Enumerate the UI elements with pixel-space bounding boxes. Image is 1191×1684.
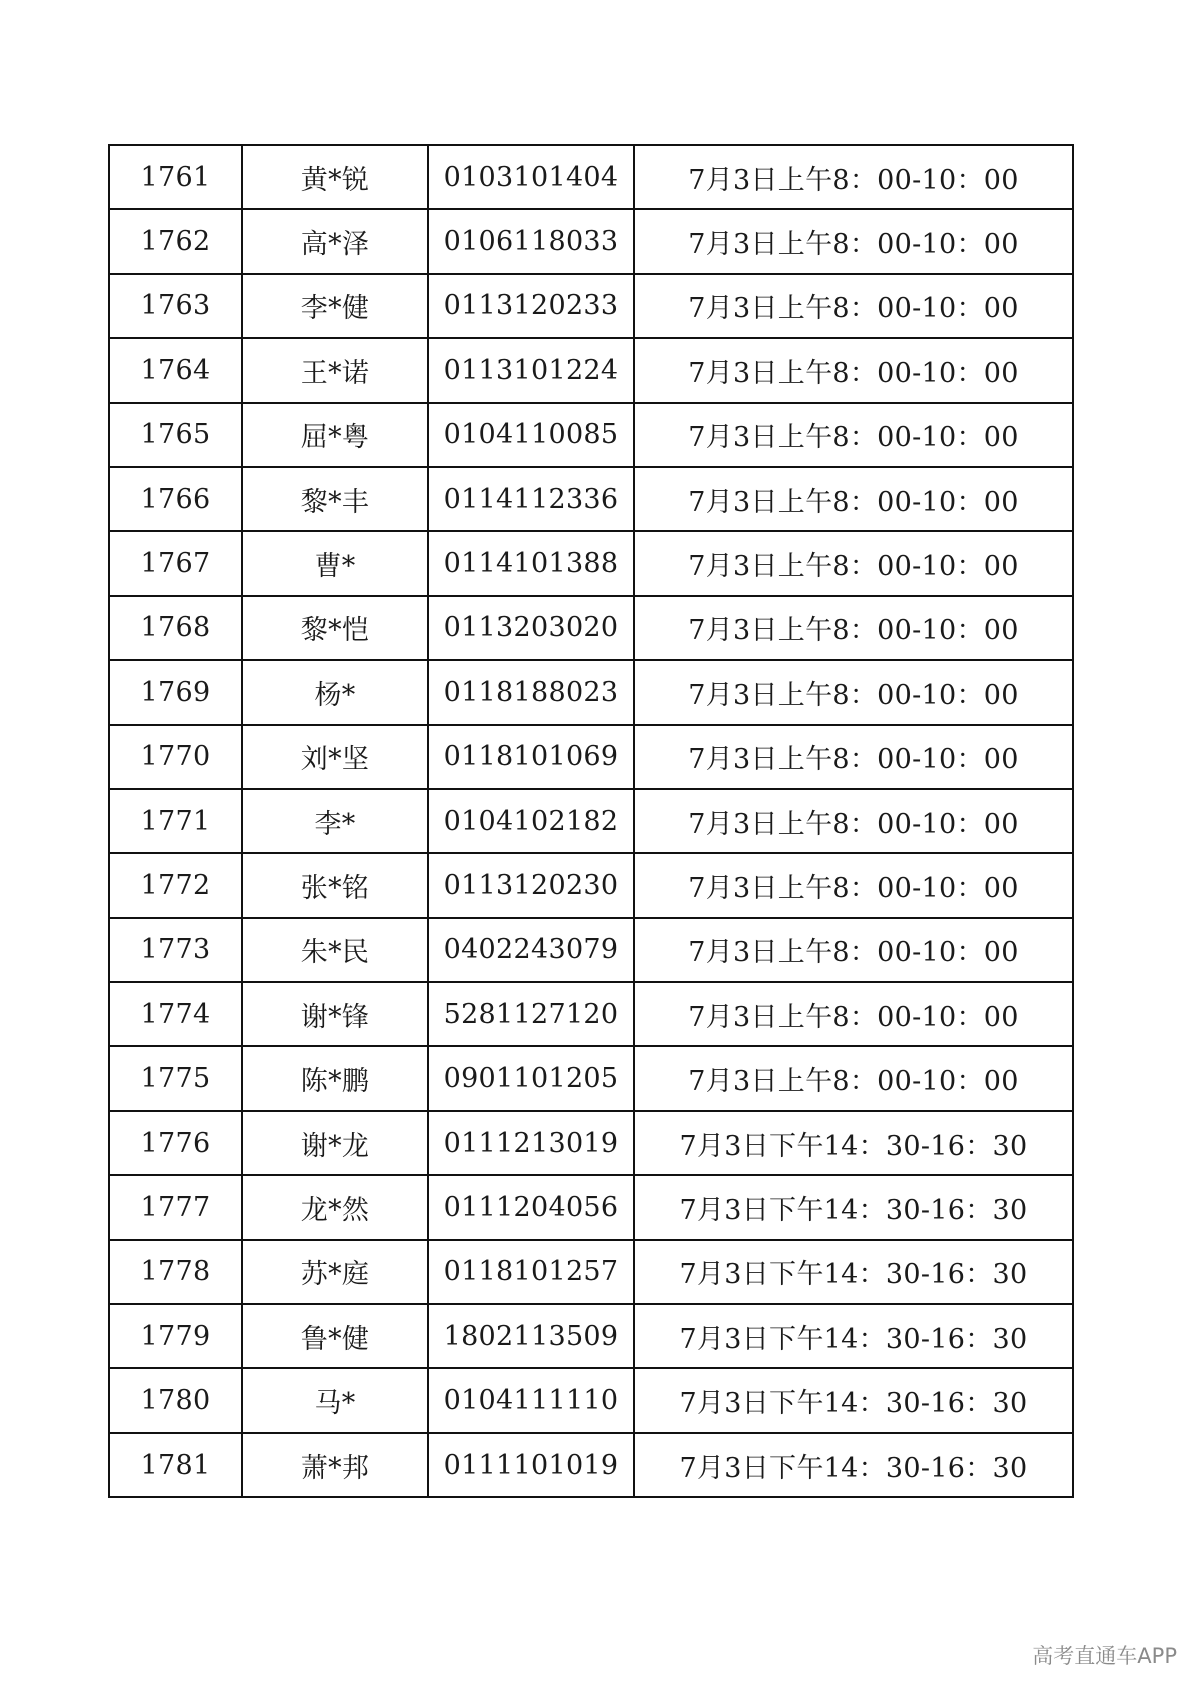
table-row <box>109 274 1073 338</box>
table-row <box>109 853 1073 917</box>
table-row <box>109 1433 1073 1497</box>
candidate-name: 屈*粤 <box>242 403 428 467</box>
candidate-name: 朱*民 <box>242 918 428 982</box>
table-row <box>109 338 1073 402</box>
exam-time: 7月3日上午8：00-10：00 <box>634 403 1073 467</box>
exam-time: 7月3日下午14：30-16：30 <box>634 1433 1073 1497</box>
row-number: 1765 <box>109 403 242 467</box>
row-number: 1763 <box>109 274 242 338</box>
candidate-name: 龙*然 <box>242 1175 428 1239</box>
exam-time: 7月3日下午14：30-16：30 <box>634 1368 1073 1432</box>
candidate-name: 王*诺 <box>242 338 428 402</box>
candidate-id: 0103101404 <box>428 145 634 209</box>
row-number: 1768 <box>109 596 242 660</box>
row-number: 1769 <box>109 660 242 724</box>
table-row <box>109 145 1073 209</box>
exam-time: 7月3日上午8：00-10：00 <box>634 596 1073 660</box>
table-row <box>109 1368 1073 1432</box>
exam-time: 7月3日下午14：30-16：30 <box>634 1175 1073 1239</box>
candidate-name: 高*泽 <box>242 209 428 273</box>
candidate-id: 0104111110 <box>428 1368 634 1432</box>
table-row <box>109 660 1073 724</box>
candidate-name: 黎*恺 <box>242 596 428 660</box>
table-row <box>109 467 1073 531</box>
row-number: 1762 <box>109 209 242 273</box>
candidate-id: 5281127120 <box>428 982 634 1046</box>
candidate-name: 李* <box>242 789 428 853</box>
table-row <box>109 596 1073 660</box>
candidate-id: 0111204056 <box>428 1175 634 1239</box>
candidate-id: 0111213019 <box>428 1111 634 1175</box>
candidate-id: 0113101224 <box>428 338 634 402</box>
row-number: 1779 <box>109 1304 242 1368</box>
candidate-id: 0118101257 <box>428 1240 634 1304</box>
candidate-name: 黄*锐 <box>242 145 428 209</box>
row-number: 1767 <box>109 531 242 595</box>
candidate-id: 0113203020 <box>428 596 634 660</box>
candidate-id: 0113120233 <box>428 274 634 338</box>
row-number: 1780 <box>109 1368 242 1432</box>
candidate-id: 0114101388 <box>428 531 634 595</box>
candidate-id: 0118101069 <box>428 725 634 789</box>
exam-time: 7月3日上午8：00-10：00 <box>634 853 1073 917</box>
row-number: 1770 <box>109 725 242 789</box>
candidate-name: 谢*龙 <box>242 1111 428 1175</box>
row-number: 1781 <box>109 1433 242 1497</box>
row-number: 1778 <box>109 1240 242 1304</box>
candidate-name: 萧*邦 <box>242 1433 428 1497</box>
table-row <box>109 982 1073 1046</box>
row-number: 1766 <box>109 467 242 531</box>
exam-time: 7月3日上午8：00-10：00 <box>634 274 1073 338</box>
row-number: 1761 <box>109 145 242 209</box>
exam-time: 7月3日上午8：00-10：00 <box>634 982 1073 1046</box>
exam-time: 7月3日上午8：00-10：00 <box>634 789 1073 853</box>
table-row <box>109 725 1073 789</box>
table-row <box>109 1175 1073 1239</box>
candidate-id: 0402243079 <box>428 918 634 982</box>
exam-time: 7月3日上午8：00-10：00 <box>634 725 1073 789</box>
exam-time: 7月3日下午14：30-16：30 <box>634 1304 1073 1368</box>
table-row <box>109 1240 1073 1304</box>
exam-time: 7月3日上午8：00-10：00 <box>634 918 1073 982</box>
candidate-name: 张*铭 <box>242 853 428 917</box>
table-row <box>109 918 1073 982</box>
table-row <box>109 1111 1073 1175</box>
roster-table <box>108 144 1074 1498</box>
row-number: 1764 <box>109 338 242 402</box>
exam-time: 7月3日上午8：00-10：00 <box>634 338 1073 402</box>
exam-time: 7月3日上午8：00-10：00 <box>634 660 1073 724</box>
candidate-id: 0106118033 <box>428 209 634 273</box>
candidate-id: 1802113509 <box>428 1304 634 1368</box>
exam-time: 7月3日上午8：00-10：00 <box>634 1046 1073 1110</box>
roster-body <box>109 145 1073 1497</box>
candidate-name: 杨* <box>242 660 428 724</box>
watermark-text: 高考直通车APP <box>1032 1644 1177 1668</box>
candidate-name: 苏*庭 <box>242 1240 428 1304</box>
candidate-name: 鲁*健 <box>242 1304 428 1368</box>
row-number: 1776 <box>109 1111 242 1175</box>
candidate-name: 刘*坚 <box>242 725 428 789</box>
row-number: 1772 <box>109 853 242 917</box>
row-number: 1774 <box>109 982 242 1046</box>
candidate-name: 曹* <box>242 531 428 595</box>
candidate-id: 0104110085 <box>428 403 634 467</box>
row-number: 1775 <box>109 1046 242 1110</box>
candidate-id: 0113120230 <box>428 853 634 917</box>
candidate-name: 陈*鹏 <box>242 1046 428 1110</box>
candidate-name: 李*健 <box>242 274 428 338</box>
table-row <box>109 789 1073 853</box>
table-row <box>109 531 1073 595</box>
candidate-name: 马* <box>242 1368 428 1432</box>
candidate-id: 0118188023 <box>428 660 634 724</box>
table-row <box>109 1304 1073 1368</box>
table-row <box>109 403 1073 467</box>
exam-time: 7月3日下午14：30-16：30 <box>634 1240 1073 1304</box>
exam-time: 7月3日上午8：00-10：00 <box>634 145 1073 209</box>
candidate-name: 谢*锋 <box>242 982 428 1046</box>
exam-time: 7月3日上午8：00-10：00 <box>634 531 1073 595</box>
exam-time: 7月3日上午8：00-10：00 <box>634 209 1073 273</box>
candidate-id: 0111101019 <box>428 1433 634 1497</box>
row-number: 1777 <box>109 1175 242 1239</box>
table-row <box>109 1046 1073 1110</box>
exam-time: 7月3日下午14：30-16：30 <box>634 1111 1073 1175</box>
candidate-id: 0901101205 <box>428 1046 634 1110</box>
candidate-id: 0104102182 <box>428 789 634 853</box>
row-number: 1773 <box>109 918 242 982</box>
candidate-id: 0114112336 <box>428 467 634 531</box>
row-number: 1771 <box>109 789 242 853</box>
candidate-name: 黎*丰 <box>242 467 428 531</box>
exam-time: 7月3日上午8：00-10：00 <box>634 467 1073 531</box>
table-row <box>109 209 1073 273</box>
